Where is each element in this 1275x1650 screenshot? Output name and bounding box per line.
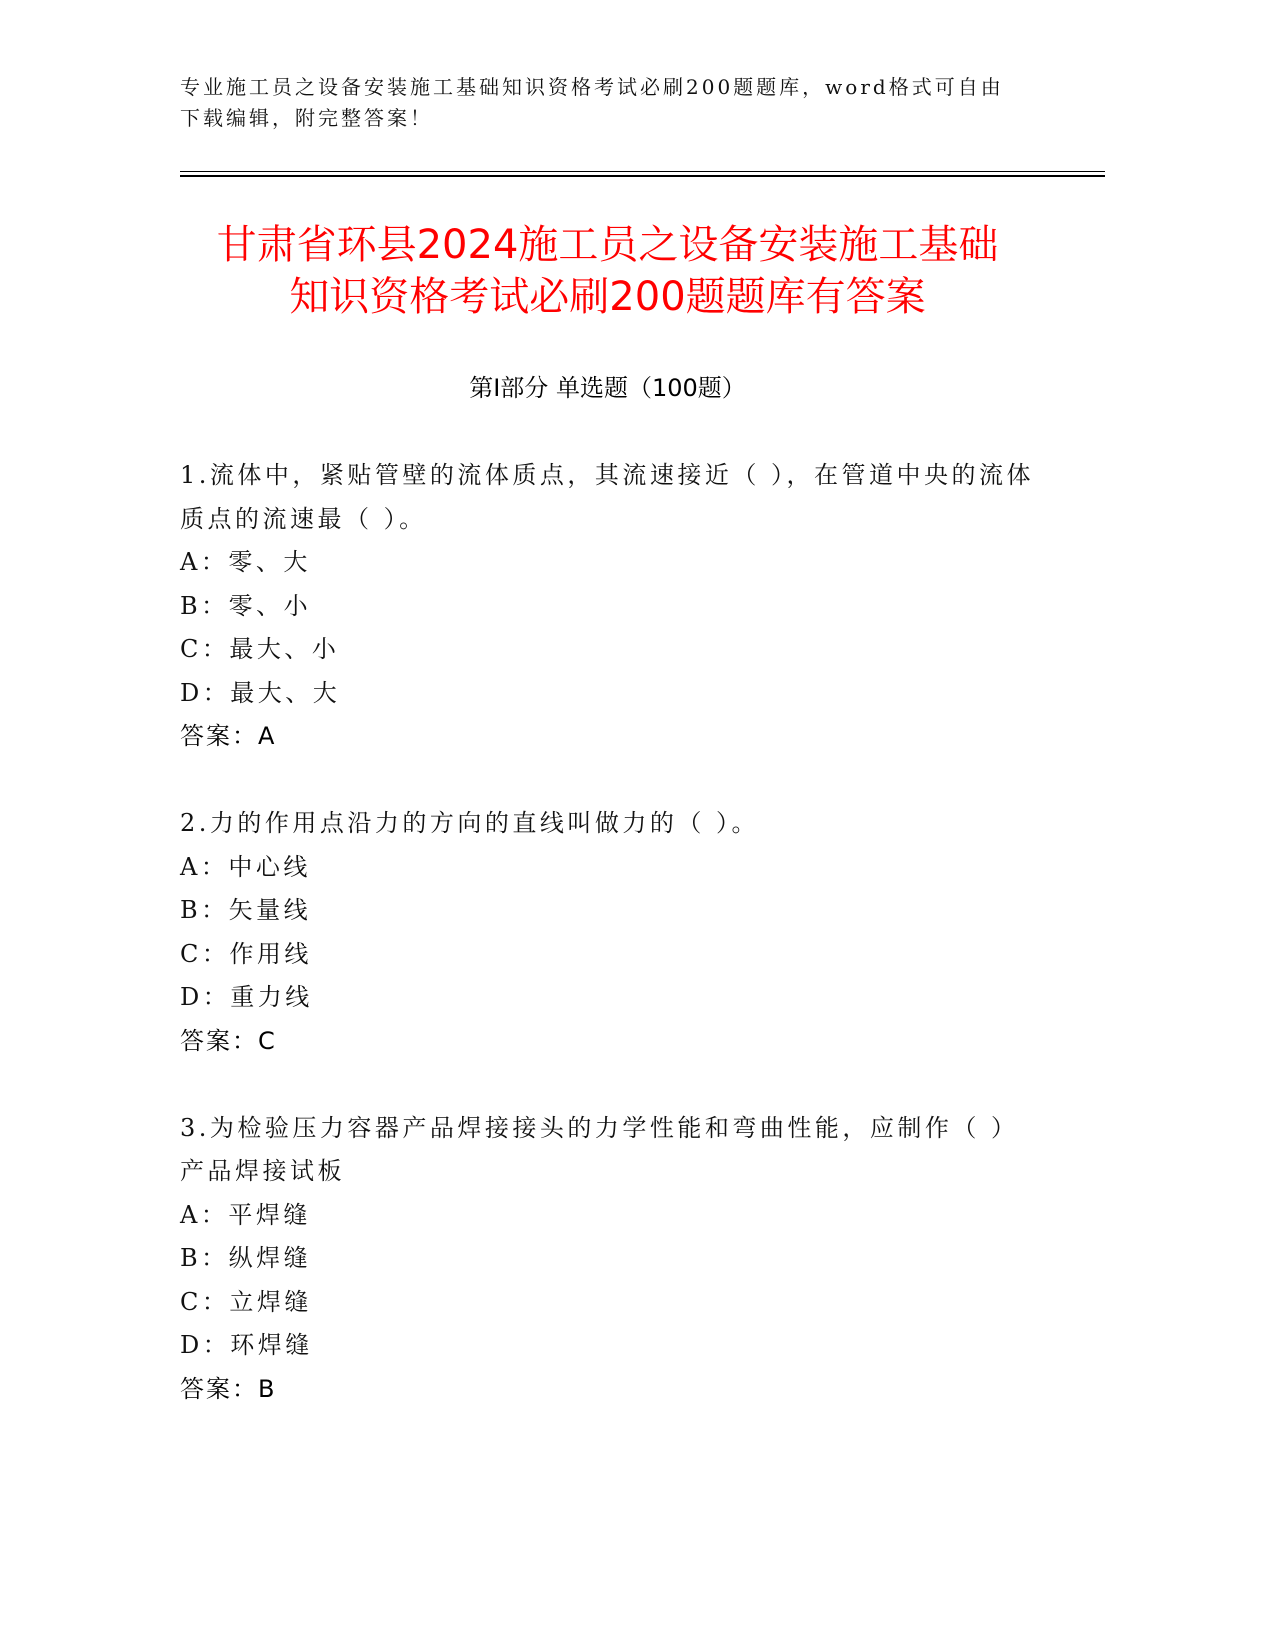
- document-title: [130, 219, 1085, 323]
- title-line: 知识资格考试必刷200题题库有答案: [289, 274, 926, 320]
- option-d: D：环焊缝: [180, 1331, 313, 1359]
- option-d: D：最大、大: [180, 678, 341, 707]
- header-note: [180, 72, 1100, 134]
- option-b: B：矢量线: [180, 896, 312, 924]
- answer-line: 答案：C: [180, 1026, 277, 1055]
- option-b: B：纵焊缝: [180, 1244, 312, 1272]
- question-stem: 1.流体中，紧贴管壁的流体质点，其流速接近（ ），在管道中央的流体质点的流速最（ ）。: [180, 461, 1035, 533]
- question-block: [180, 454, 1035, 759]
- section-heading: 第I部分 单选题（100题）: [469, 374, 746, 402]
- header-note-line: 下载编辑，附完整答案！: [180, 106, 433, 130]
- option-c: C：立焊缝: [180, 1287, 312, 1316]
- option-b: B：零、小: [180, 591, 312, 620]
- title-line: 甘肃省环县2024施工员之设备安装施工基础: [216, 222, 999, 268]
- answer-line: 答案：B: [180, 1374, 277, 1403]
- question-block: [180, 802, 1035, 1063]
- option-c: C：最大、小: [180, 635, 340, 663]
- option-a: A：平焊缝: [180, 1200, 311, 1229]
- option-a: A：中心线: [180, 852, 311, 881]
- question-list: [180, 454, 1035, 1455]
- question-block: [180, 1107, 1035, 1412]
- option-a: A：零、大: [180, 548, 311, 576]
- option-c: C：作用线: [180, 939, 312, 968]
- header-note-line: 专业施工员之设备安装施工基础知识资格考试必刷200题题库，word格式可自由: [180, 75, 1004, 99]
- question-stem: 3.为检验压力容器产品焊接接头的力学性能和弯曲性能，应制作（ ）产品焊接试板: [180, 1113, 1019, 1185]
- option-d: D：重力线: [180, 983, 313, 1011]
- answer-line: 答案：A: [180, 722, 277, 750]
- header-divider: [180, 171, 1105, 177]
- question-stem: 2.力的作用点沿力的方向的直线叫做力的（ ）。: [180, 809, 760, 837]
